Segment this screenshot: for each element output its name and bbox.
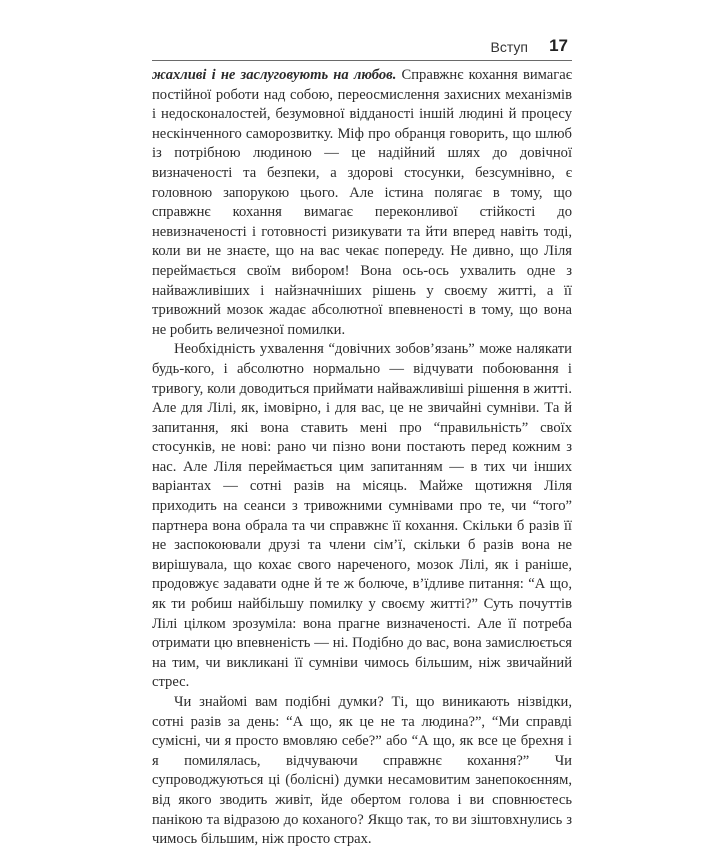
paragraph-3: Чи знайомі вам подібні думки? Ті, що виникають нізвідки, сотні разів за день: “А що, як це не та людина?”, “Ми справді сумісні, чи я просто вмовляю себе?” або “А що, як все це брехня і я помилялась, відчуваючи справжнє кохання?” Чи супроводжуються ці (болісні) думки несамовитим занепокоєнням, від якого зводить живіт, йде обертом голова і ви сповнюєтесь панікою та відразою до коханого? Якщо так, то ви зіштовхнулись з чимось більшим, ніж просто страх.: [152, 694, 572, 848]
running-head: Вступ: [490, 39, 528, 55]
page-number: 17: [549, 36, 568, 55]
paragraph-1: [152, 66, 572, 340]
page-header: [152, 34, 572, 61]
paragraph-2: Необхідність ухвалення “довічних зобов’язань” може налякати будь-кого, і абсолютно нормально — відчувати побоювання і тривогу, коли доводиться приймати найважливіші рішення в житті. Але для Лілі, як, імовірно, і для вас, це не звичайні сумніви. Та й запитання, які вона ставить мені про “правильність” своїх стосунків, не нові: рано чи пізно вони постають перед кожним з нас. Але Ліля переймається цим запитанням — в тих чи інших варіантах — сотні разів на місяць. Майже щотижня Ліля приходить на сеанси з тривожними сумнівами про те, чи “того” партнера вона обрала та чи справжнє її кохання. Скільки б разів її не заспокоювали друзі та члени сім’ї, скільки б разів вона не вирішувала, що кохає свого нареченого, мозок Лілі, як і раніше, продовжує задавати одне й те ж болюче, в’їдливе питання: “А що, як ти робиш найбільшу помилку у своєму житті?” Суть почуттів Лілі цілком зрозуміла: вона прагне визначеності. Але її потреба отримати цю впевненість — ні. Подібно до вас, вона замислюється на тим, чи викликані її сумніви чимось більшим, ніж звичайний стрес.: [152, 341, 572, 691]
body-text: [152, 66, 572, 850]
paragraph-1-text: Справжнє кохання вимагає постійної роботи над собою, переосмислення захисних механізмів і недосконалостей, безумовної відданості іншій людині й процесу нескінченного саморозвитку. Міф про обранця говорить, що шлюб із потрібною людиною — це надійний шлях до довічної визначеності та безпеки, а здорові стосунки, безсумнівно, є головною запорукою цього. Але істина полягає в тому, що справжнє кохання вимагає переконливої стійкості до невизначеності і готовності ризикувати та йти вперед навіть тоді, коли ви не знаєте, що на вас чекає попереду. Не дивно, що Ліля переймається своїм вибором! Вона ось-ось ухвалить одне з найважливіших і найзначніших рішень у своєму житті, а її тривожний мозок жадає абсолютної впевненості в тому, що вона не робить величезної помилки.: [152, 67, 572, 338]
emphasized-text: жахливі і не заслуговують на любов.: [152, 67, 397, 83]
